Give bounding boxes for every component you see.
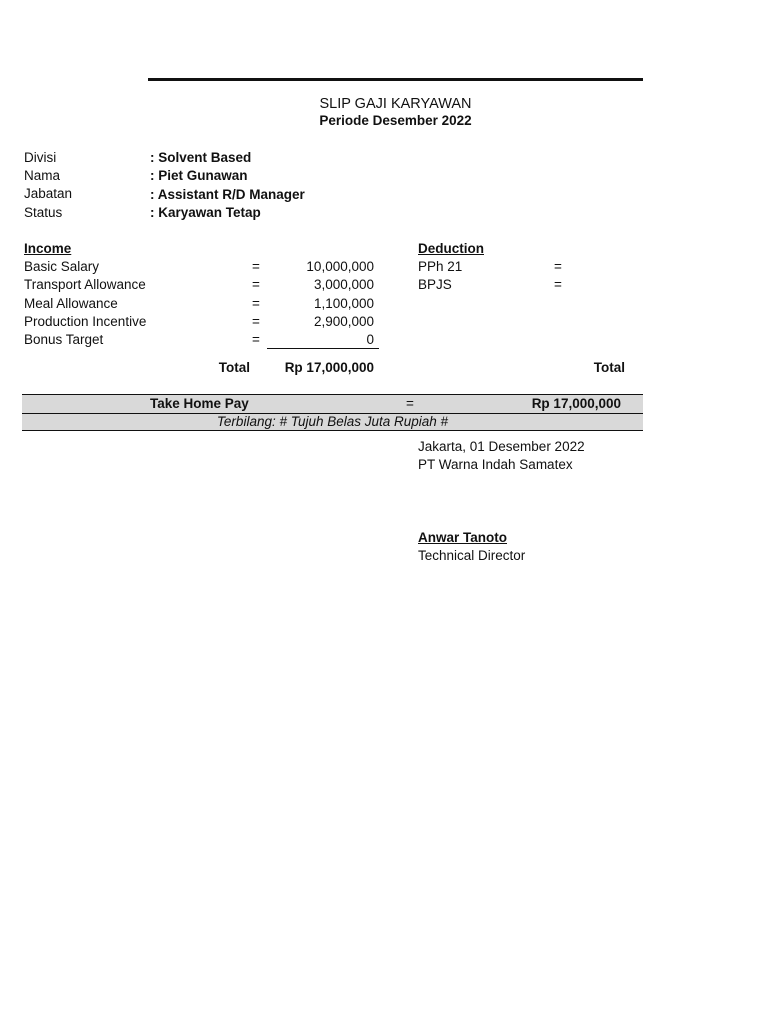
- take-home-row: [22, 395, 643, 413]
- income-amount-meal: 1,100,000: [313, 296, 374, 311]
- income-amount-production-incentive: 2,900,000: [313, 314, 374, 329]
- income-heading: Income: [24, 241, 72, 256]
- spelled-row: [22, 414, 643, 430]
- employee-value-status: : Karyawan Tetap: [150, 205, 261, 220]
- income-amount-basic-salary: 10,000,000: [306, 259, 374, 274]
- employee-value-jabatan: : Assistant R/D Manager: [150, 187, 305, 202]
- signature-position: Technical Director: [418, 548, 526, 563]
- income-total-label: Total: [218, 360, 250, 375]
- take-home-value: Rp 17,000,000: [531, 396, 621, 411]
- deduction-heading: Deduction: [418, 241, 484, 256]
- signature-company: PT Warna Indah Samatex: [418, 457, 573, 472]
- income-equals: =: [252, 296, 260, 311]
- take-home-spelled: Terbilang: # Tujuh Belas Juta Rupiah #: [216, 414, 449, 429]
- employee-label-divisi: Divisi: [24, 150, 57, 165]
- deduction-label-bpjs: BPJS: [418, 277, 452, 292]
- slip-title: SLIP GAJI KARYAWAN: [319, 96, 472, 112]
- income-label-meal: Meal Allowance: [24, 296, 118, 311]
- signature-place-date: Jakarta, 01 Desember 2022: [418, 439, 585, 454]
- income-label-basic-salary: Basic Salary: [24, 259, 100, 274]
- income-label-bonus-target: Bonus Target: [24, 332, 104, 347]
- income-total-value: Rp 17,000,000: [284, 360, 374, 375]
- income-equals: =: [252, 259, 260, 274]
- income-amount-transport: 3,000,000: [313, 277, 374, 292]
- income-equals: =: [252, 314, 260, 329]
- income-sum-line: [267, 348, 379, 349]
- income-label-production-incentive: Production Incentive: [24, 314, 147, 329]
- employee-value-nama: : Piet Gunawan: [150, 168, 248, 183]
- deduction-equals: =: [554, 277, 562, 292]
- employee-label-nama: Nama: [24, 168, 61, 183]
- income-label-transport: Transport Allowance: [24, 277, 146, 292]
- signature-name: Anwar Tanoto: [418, 530, 507, 545]
- income-equals: =: [252, 277, 260, 292]
- employee-value-divisi: : Solvent Based: [150, 150, 252, 165]
- slip-period: Periode Desember 2022: [319, 113, 472, 128]
- deduction-label-pph21: PPh 21: [418, 259, 463, 274]
- employee-label-jabatan: Jabatan: [24, 186, 73, 201]
- band-bottom-line: [22, 430, 643, 431]
- income-amount-bonus-target: 0: [366, 332, 374, 347]
- income-equals: =: [252, 332, 260, 347]
- deduction-equals: =: [554, 259, 562, 274]
- top-rule: [148, 78, 643, 81]
- take-home-label: Take Home Pay: [150, 396, 249, 411]
- employee-label-status: Status: [24, 205, 63, 220]
- deduction-total-label: Total: [593, 360, 625, 375]
- take-home-equals: =: [406, 396, 414, 411]
